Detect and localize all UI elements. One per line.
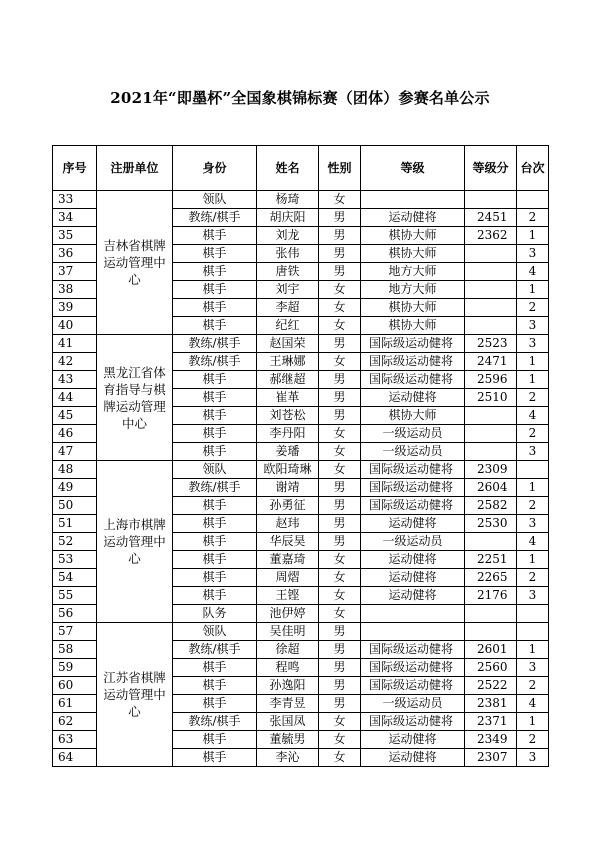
table-row bbox=[53, 191, 549, 209]
cell-board: 1 bbox=[517, 281, 549, 299]
cell-level: 运动健将 bbox=[361, 389, 465, 407]
cell-name: 唐铁 bbox=[257, 263, 319, 281]
cell-gender: 女 bbox=[319, 299, 361, 317]
cell-name: 赵国荣 bbox=[257, 335, 319, 353]
cell-name: 王铿 bbox=[257, 587, 319, 605]
cell-score bbox=[465, 263, 517, 281]
cell-gender: 男 bbox=[319, 695, 361, 713]
cell-score: 2596 bbox=[465, 371, 517, 389]
cell-level: 国际级运动健将 bbox=[361, 641, 465, 659]
cell-score: 2451 bbox=[465, 209, 517, 227]
cell-gender: 女 bbox=[319, 731, 361, 749]
cell-board bbox=[517, 605, 549, 623]
cell-name: 张伟 bbox=[257, 245, 319, 263]
cell-score: 2309 bbox=[465, 461, 517, 479]
cell-name: 华辰昊 bbox=[257, 533, 319, 551]
table-header-row bbox=[53, 146, 549, 191]
cell-role: 教练/棋手 bbox=[173, 209, 257, 227]
cell-score bbox=[465, 317, 517, 335]
cell-gender: 女 bbox=[319, 281, 361, 299]
cell-seq: 63 bbox=[53, 731, 97, 749]
cell-seq: 47 bbox=[53, 443, 97, 461]
cell-name: 徐超 bbox=[257, 641, 319, 659]
cell-level: 一级运动员 bbox=[361, 425, 465, 443]
cell-name: 张国凤 bbox=[257, 713, 319, 731]
cell-score bbox=[465, 443, 517, 461]
cell-seq: 61 bbox=[53, 695, 97, 713]
cell-score bbox=[465, 299, 517, 317]
cell-level: 运动健将 bbox=[361, 569, 465, 587]
cell-name: 李超 bbox=[257, 299, 319, 317]
cell-seq: 36 bbox=[53, 245, 97, 263]
cell-score: 2265 bbox=[465, 569, 517, 587]
cell-score: 2510 bbox=[465, 389, 517, 407]
cell-score: 2522 bbox=[465, 677, 517, 695]
cell-gender: 女 bbox=[319, 461, 361, 479]
header-score: 等级分 bbox=[465, 146, 517, 191]
cell-level: 运动健将 bbox=[361, 515, 465, 533]
cell-level: 国际级运动健将 bbox=[361, 677, 465, 695]
cell-name: 谢靖 bbox=[257, 479, 319, 497]
cell-name: 赵玮 bbox=[257, 515, 319, 533]
cell-gender: 女 bbox=[319, 353, 361, 371]
header-name: 姓名 bbox=[257, 146, 319, 191]
cell-gender: 女 bbox=[319, 443, 361, 461]
cell-board: 2 bbox=[517, 677, 549, 695]
cell-level: 棋协大师 bbox=[361, 227, 465, 245]
cell-seq: 40 bbox=[53, 317, 97, 335]
cell-level bbox=[361, 605, 465, 623]
cell-role: 棋手 bbox=[173, 731, 257, 749]
cell-level bbox=[361, 191, 465, 209]
cell-gender: 女 bbox=[319, 587, 361, 605]
cell-seq: 37 bbox=[53, 263, 97, 281]
page-title: 2021年“即墨杯”全国象棋锦标赛（团体）参赛名单公示 bbox=[110, 89, 490, 107]
cell-name: 孙逸阳 bbox=[257, 677, 319, 695]
cell-board: 3 bbox=[517, 443, 549, 461]
cell-seq: 44 bbox=[53, 389, 97, 407]
cell-level: 棋协大师 bbox=[361, 299, 465, 317]
cell-seq: 50 bbox=[53, 497, 97, 515]
cell-gender: 女 bbox=[319, 425, 361, 443]
cell-role: 棋手 bbox=[173, 695, 257, 713]
cell-board: 2 bbox=[517, 569, 549, 587]
cell-seq: 57 bbox=[53, 623, 97, 641]
cell-level: 运动健将 bbox=[361, 209, 465, 227]
cell-board: 1 bbox=[517, 641, 549, 659]
cell-seq: 55 bbox=[53, 587, 97, 605]
cell-score bbox=[465, 623, 517, 641]
cell-gender: 女 bbox=[319, 569, 361, 587]
cell-board: 1 bbox=[517, 479, 549, 497]
cell-score: 2362 bbox=[465, 227, 517, 245]
cell-seq: 58 bbox=[53, 641, 97, 659]
cell-score bbox=[465, 245, 517, 263]
cell-gender: 男 bbox=[319, 641, 361, 659]
cell-seq: 60 bbox=[53, 677, 97, 695]
cell-level: 国际级运动健将 bbox=[361, 353, 465, 371]
cell-level: 国际级运动健将 bbox=[361, 713, 465, 731]
cell-seq: 42 bbox=[53, 353, 97, 371]
cell-role: 教练/棋手 bbox=[173, 479, 257, 497]
cell-name: 程鸣 bbox=[257, 659, 319, 677]
cell-board: 3 bbox=[517, 587, 549, 605]
cell-board: 2 bbox=[517, 497, 549, 515]
cell-board: 1 bbox=[517, 227, 549, 245]
cell-level: 棋协大师 bbox=[361, 407, 465, 425]
cell-seq: 48 bbox=[53, 461, 97, 479]
cell-score bbox=[465, 605, 517, 623]
cell-role: 棋手 bbox=[173, 227, 257, 245]
cell-score: 2371 bbox=[465, 713, 517, 731]
cell-board: 3 bbox=[517, 335, 549, 353]
cell-name: 刘宇 bbox=[257, 281, 319, 299]
table-row bbox=[53, 623, 549, 641]
cell-level: 地方大师 bbox=[361, 263, 465, 281]
cell-role: 领队 bbox=[173, 623, 257, 641]
cell-role: 棋手 bbox=[173, 587, 257, 605]
cell-name: 杨琦 bbox=[257, 191, 319, 209]
cell-role: 棋手 bbox=[173, 515, 257, 533]
cell-name: 董毓男 bbox=[257, 731, 319, 749]
cell-gender: 男 bbox=[319, 335, 361, 353]
cell-score bbox=[465, 533, 517, 551]
cell-role: 领队 bbox=[173, 191, 257, 209]
cell-name: 郝继超 bbox=[257, 371, 319, 389]
cell-seq: 53 bbox=[53, 551, 97, 569]
cell-level: 运动健将 bbox=[361, 749, 465, 767]
cell-name: 纪红 bbox=[257, 317, 319, 335]
cell-score: 2582 bbox=[465, 497, 517, 515]
cell-board: 3 bbox=[517, 749, 549, 767]
cell-seq: 64 bbox=[53, 749, 97, 767]
cell-role: 教练/棋手 bbox=[173, 713, 257, 731]
cell-level: 国际级运动健将 bbox=[361, 497, 465, 515]
cell-board: 3 bbox=[517, 659, 549, 677]
cell-board: 3 bbox=[517, 245, 549, 263]
cell-score: 2530 bbox=[465, 515, 517, 533]
cell-name: 吴佳明 bbox=[257, 623, 319, 641]
cell-seq: 45 bbox=[53, 407, 97, 425]
cell-name: 董嘉琦 bbox=[257, 551, 319, 569]
cell-level: 国际级运动健将 bbox=[361, 335, 465, 353]
cell-score: 2604 bbox=[465, 479, 517, 497]
cell-board: 1 bbox=[517, 371, 549, 389]
cell-board: 3 bbox=[517, 317, 549, 335]
cell-score bbox=[465, 191, 517, 209]
cell-board: 1 bbox=[517, 353, 549, 371]
cell-board: 2 bbox=[517, 209, 549, 227]
cell-level: 国际级运动健将 bbox=[361, 371, 465, 389]
participant-table bbox=[52, 145, 549, 767]
cell-board: 4 bbox=[517, 407, 549, 425]
cell-level: 运动健将 bbox=[361, 551, 465, 569]
cell-name: 刘龙 bbox=[257, 227, 319, 245]
cell-gender: 女 bbox=[319, 551, 361, 569]
cell-name: 李青昱 bbox=[257, 695, 319, 713]
cell-role: 棋手 bbox=[173, 749, 257, 767]
cell-unit: 黑龙江省体育指导与棋牌运动管理中心 bbox=[97, 335, 173, 461]
cell-role: 教练/棋手 bbox=[173, 641, 257, 659]
cell-seq: 41 bbox=[53, 335, 97, 353]
cell-board: 2 bbox=[517, 425, 549, 443]
cell-gender: 女 bbox=[319, 317, 361, 335]
cell-role: 棋手 bbox=[173, 245, 257, 263]
cell-level: 运动健将 bbox=[361, 731, 465, 749]
cell-score: 2251 bbox=[465, 551, 517, 569]
cell-level: 国际级运动健将 bbox=[361, 479, 465, 497]
cell-role: 棋手 bbox=[173, 299, 257, 317]
cell-gender: 女 bbox=[319, 191, 361, 209]
cell-name: 池伊婷 bbox=[257, 605, 319, 623]
header-board: 台次 bbox=[517, 146, 549, 191]
cell-score: 2471 bbox=[465, 353, 517, 371]
cell-role: 教练/棋手 bbox=[173, 353, 257, 371]
cell-seq: 35 bbox=[53, 227, 97, 245]
cell-board: 4 bbox=[517, 263, 549, 281]
cell-board bbox=[517, 623, 549, 641]
cell-board bbox=[517, 461, 549, 479]
cell-score: 2176 bbox=[465, 587, 517, 605]
cell-gender: 男 bbox=[319, 407, 361, 425]
cell-board: 1 bbox=[517, 713, 549, 731]
cell-role: 棋手 bbox=[173, 389, 257, 407]
cell-gender: 女 bbox=[319, 605, 361, 623]
table-row bbox=[53, 335, 549, 353]
cell-role: 教练/棋手 bbox=[173, 335, 257, 353]
cell-role: 棋手 bbox=[173, 569, 257, 587]
cell-role: 棋手 bbox=[173, 551, 257, 569]
cell-seq: 38 bbox=[53, 281, 97, 299]
cell-seq: 51 bbox=[53, 515, 97, 533]
cell-level: 一级运动员 bbox=[361, 533, 465, 551]
table-row bbox=[53, 461, 549, 479]
cell-gender: 男 bbox=[319, 515, 361, 533]
cell-unit: 吉林省棋牌运动管理中心 bbox=[97, 191, 173, 335]
cell-seq: 54 bbox=[53, 569, 97, 587]
cell-board: 2 bbox=[517, 299, 549, 317]
cell-board: 4 bbox=[517, 695, 549, 713]
cell-score: 2381 bbox=[465, 695, 517, 713]
cell-name: 李丹阳 bbox=[257, 425, 319, 443]
cell-role: 棋手 bbox=[173, 371, 257, 389]
cell-board: 3 bbox=[517, 515, 549, 533]
cell-name: 孙勇征 bbox=[257, 497, 319, 515]
cell-unit: 上海市棋牌运动管理中心 bbox=[97, 461, 173, 623]
cell-score bbox=[465, 281, 517, 299]
cell-role: 领队 bbox=[173, 461, 257, 479]
cell-gender: 女 bbox=[319, 749, 361, 767]
cell-role: 棋手 bbox=[173, 659, 257, 677]
cell-level: 棋协大师 bbox=[361, 245, 465, 263]
cell-name: 李沁 bbox=[257, 749, 319, 767]
cell-score: 2601 bbox=[465, 641, 517, 659]
cell-role: 棋手 bbox=[173, 317, 257, 335]
cell-score: 2560 bbox=[465, 659, 517, 677]
cell-level: 运动健将 bbox=[361, 587, 465, 605]
cell-level: 国际级运动健将 bbox=[361, 659, 465, 677]
cell-seq: 34 bbox=[53, 209, 97, 227]
cell-level: 棋协大师 bbox=[361, 317, 465, 335]
header-role: 身份 bbox=[173, 146, 257, 191]
cell-gender: 男 bbox=[319, 497, 361, 515]
cell-seq: 52 bbox=[53, 533, 97, 551]
cell-role: 队务 bbox=[173, 605, 257, 623]
cell-score: 2523 bbox=[465, 335, 517, 353]
cell-level: 一级运动员 bbox=[361, 695, 465, 713]
cell-seq: 39 bbox=[53, 299, 97, 317]
cell-role: 棋手 bbox=[173, 263, 257, 281]
header-level: 等级 bbox=[361, 146, 465, 191]
cell-gender: 男 bbox=[319, 533, 361, 551]
cell-score bbox=[465, 407, 517, 425]
cell-role: 棋手 bbox=[173, 533, 257, 551]
cell-seq: 62 bbox=[53, 713, 97, 731]
cell-name: 周熠 bbox=[257, 569, 319, 587]
cell-board bbox=[517, 191, 549, 209]
cell-role: 棋手 bbox=[173, 497, 257, 515]
cell-gender: 男 bbox=[319, 389, 361, 407]
cell-role: 棋手 bbox=[173, 407, 257, 425]
cell-seq: 59 bbox=[53, 659, 97, 677]
header-unit: 注册单位 bbox=[97, 146, 173, 191]
cell-role: 棋手 bbox=[173, 677, 257, 695]
cell-seq: 43 bbox=[53, 371, 97, 389]
cell-board: 4 bbox=[517, 533, 549, 551]
cell-gender: 男 bbox=[319, 479, 361, 497]
header-seq: 序号 bbox=[53, 146, 97, 191]
cell-seq: 46 bbox=[53, 425, 97, 443]
cell-board: 2 bbox=[517, 731, 549, 749]
cell-board: 1 bbox=[517, 551, 549, 569]
cell-gender: 男 bbox=[319, 623, 361, 641]
cell-gender: 男 bbox=[319, 677, 361, 695]
cell-score bbox=[465, 425, 517, 443]
cell-gender: 男 bbox=[319, 227, 361, 245]
cell-level: 一级运动员 bbox=[361, 443, 465, 461]
cell-gender: 男 bbox=[319, 245, 361, 263]
cell-name: 刘苍松 bbox=[257, 407, 319, 425]
cell-role: 棋手 bbox=[173, 425, 257, 443]
cell-role: 棋手 bbox=[173, 281, 257, 299]
cell-role: 棋手 bbox=[173, 443, 257, 461]
cell-seq: 33 bbox=[53, 191, 97, 209]
cell-name: 姜璠 bbox=[257, 443, 319, 461]
table-body bbox=[53, 191, 549, 767]
cell-name: 欧阳琦琳 bbox=[257, 461, 319, 479]
cell-seq: 56 bbox=[53, 605, 97, 623]
cell-gender: 男 bbox=[319, 371, 361, 389]
cell-level: 地方大师 bbox=[361, 281, 465, 299]
cell-gender: 男 bbox=[319, 659, 361, 677]
cell-score: 2307 bbox=[465, 749, 517, 767]
cell-level: 国际级运动健将 bbox=[361, 461, 465, 479]
cell-name: 胡庆阳 bbox=[257, 209, 319, 227]
cell-gender: 男 bbox=[319, 209, 361, 227]
cell-name: 崔革 bbox=[257, 389, 319, 407]
cell-level bbox=[361, 623, 465, 641]
cell-unit: 江苏省棋牌运动管理中心 bbox=[97, 623, 173, 767]
cell-gender: 女 bbox=[319, 713, 361, 731]
header-gender: 性别 bbox=[319, 146, 361, 191]
cell-score: 2349 bbox=[465, 731, 517, 749]
cell-gender: 男 bbox=[319, 263, 361, 281]
cell-seq: 49 bbox=[53, 479, 97, 497]
cell-board: 2 bbox=[517, 389, 549, 407]
cell-name: 王琳娜 bbox=[257, 353, 319, 371]
